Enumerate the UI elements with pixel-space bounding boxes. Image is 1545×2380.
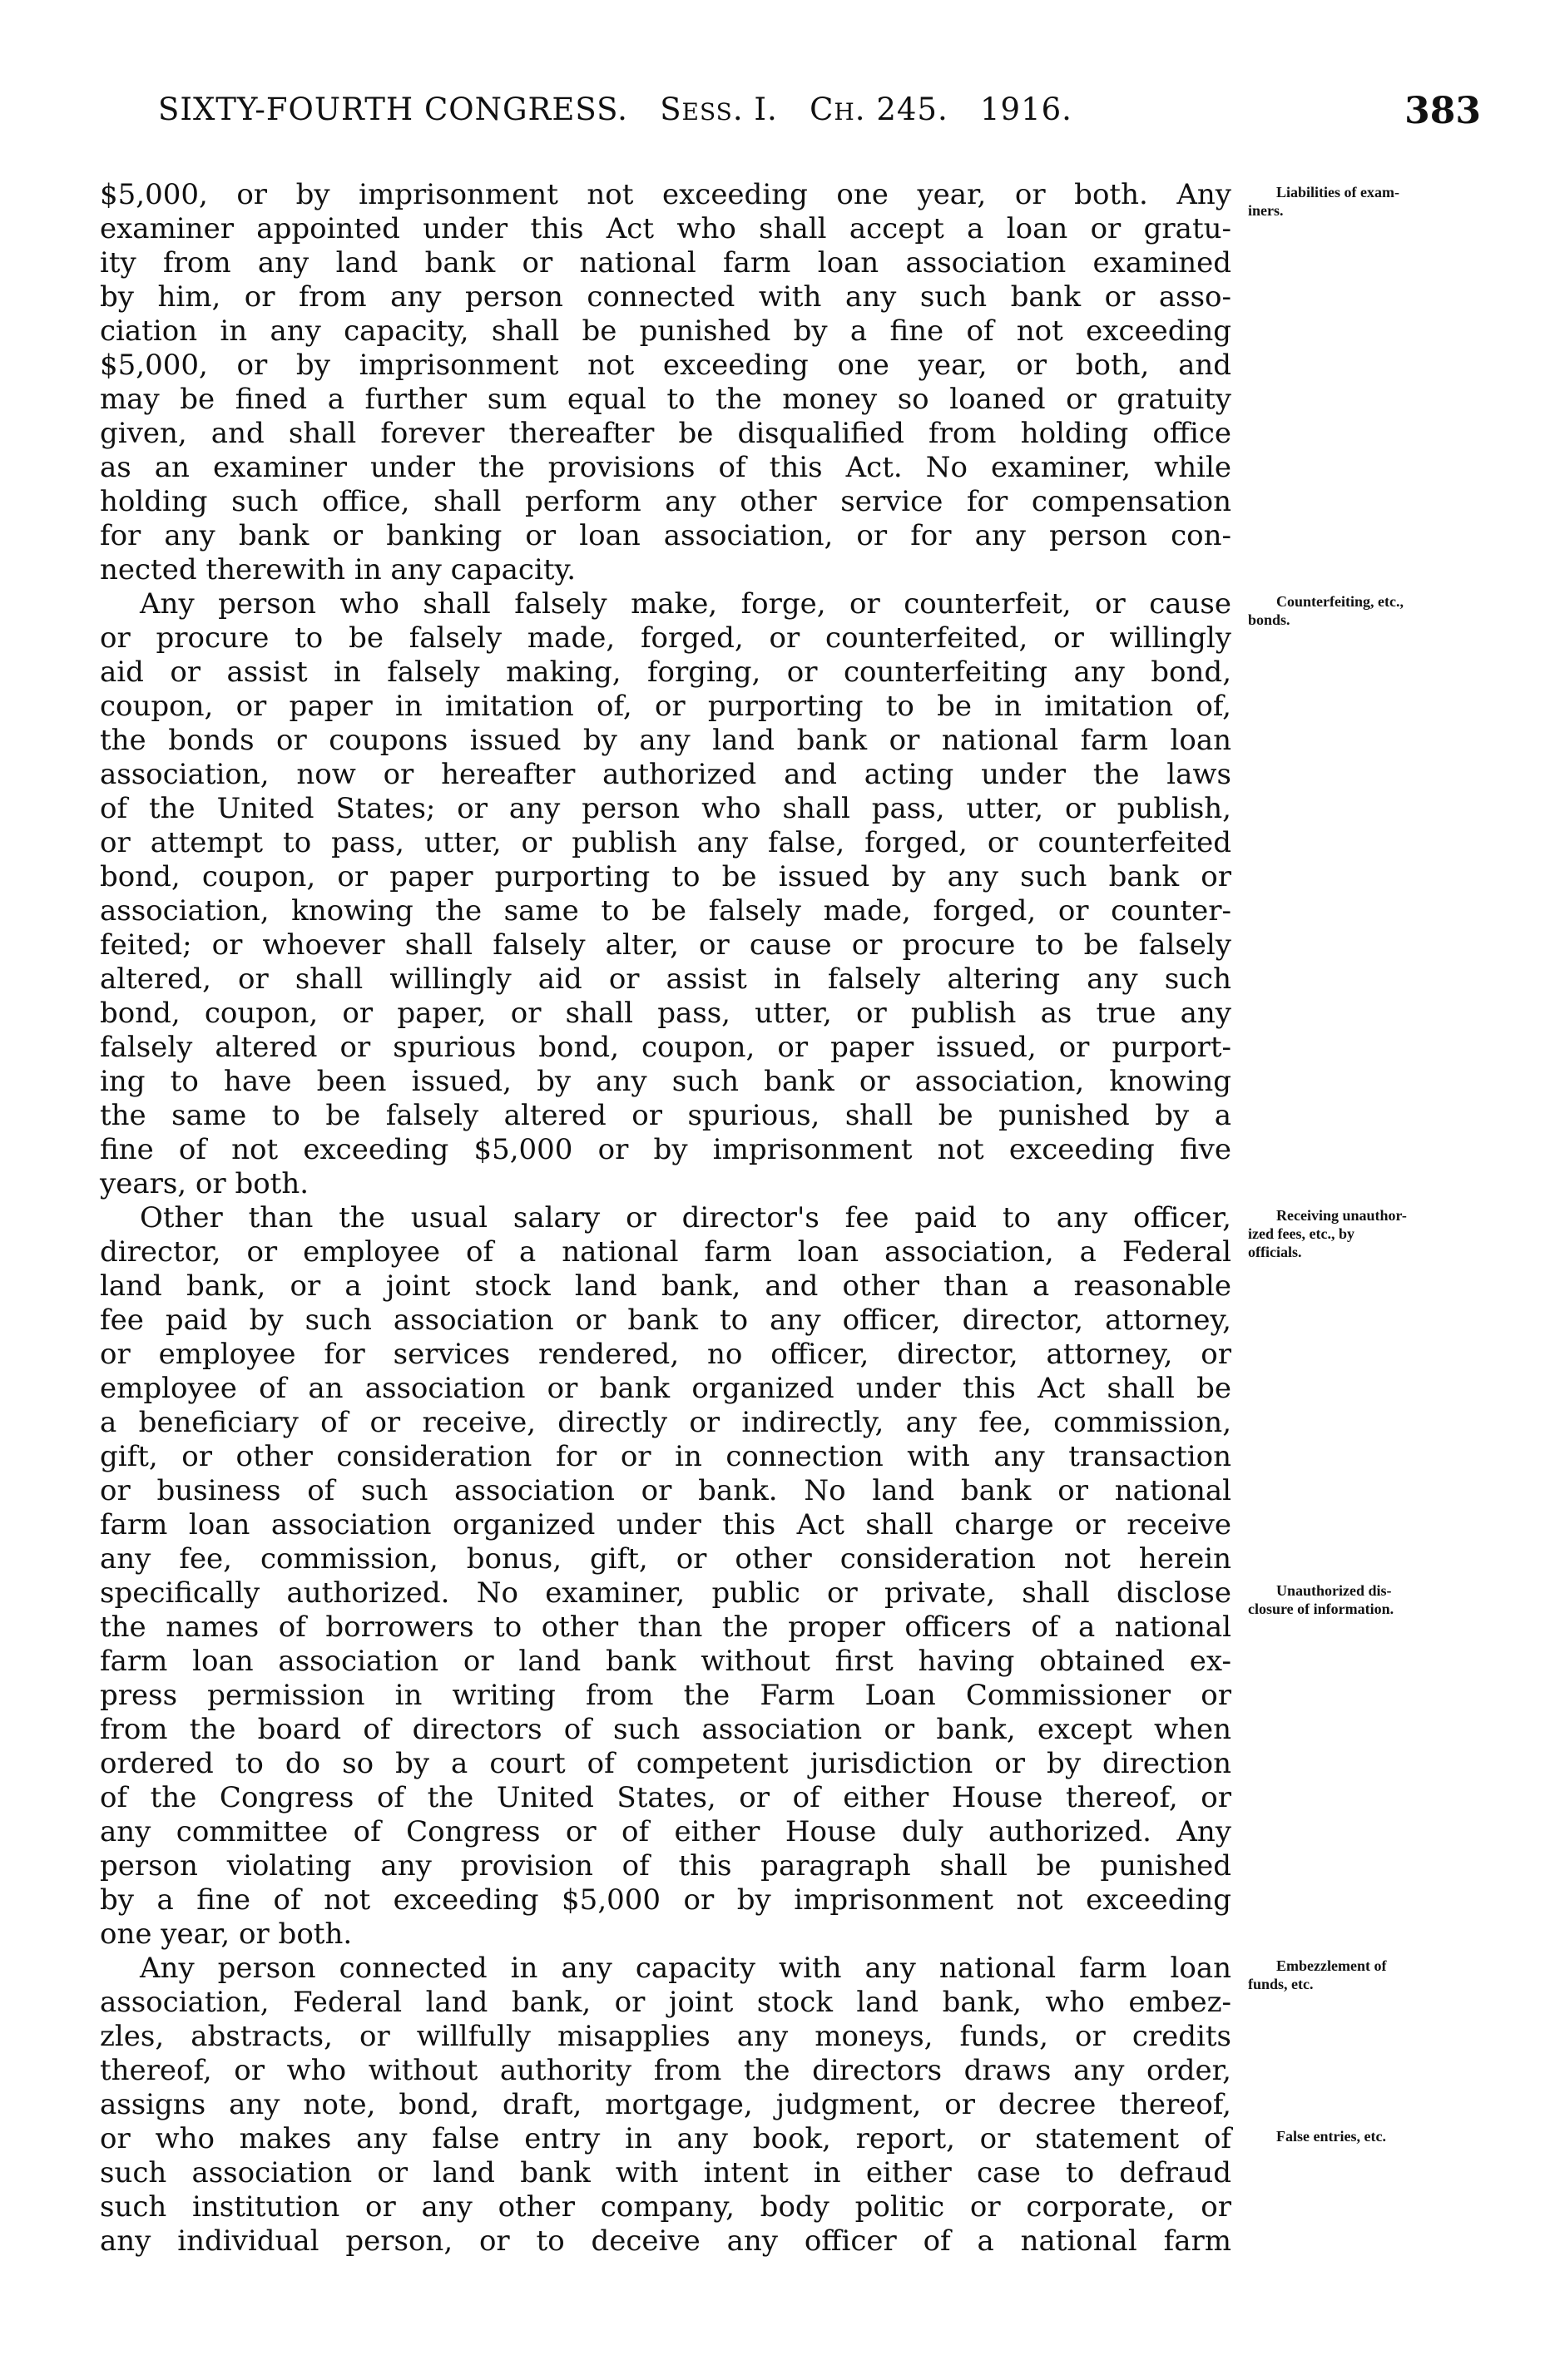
- text-line: the names of borrowers to other than the proper officers of a national: [100, 1611, 1231, 1644]
- year-label: 1916.: [980, 92, 1072, 127]
- text-line: gift, or other consideration for or in connection with any transaction: [100, 1440, 1231, 1473]
- text-line: such association or land bank with intent in either case to defraud: [100, 2156, 1231, 2190]
- statute-text: [100, 178, 1231, 2259]
- text-line: thereof, or who without authority from the directors draws any order,: [100, 2054, 1231, 2087]
- text-line: farm loan association or land bank without first having obtained ex-: [100, 1645, 1231, 1678]
- text-line: feited; or whoever shall falsely alter, or cause or procure to be falsely: [100, 928, 1231, 962]
- text-line: examiner appointed under this Act who shall accept a loan or gratu-: [100, 212, 1231, 245]
- session-label: SESS. I.: [660, 92, 778, 127]
- margin-note-line: Liabilities of exam-: [1276, 184, 1399, 200]
- margin-note: [1248, 183, 1498, 220]
- text-line: employee of an association or bank organized under this Act shall be: [100, 1372, 1231, 1405]
- margin-note: [1248, 1957, 1498, 1993]
- text-line: the bonds or coupons issued by any land bank or national farm loan: [100, 724, 1231, 757]
- text-line: the same to be falsely altered or spurious, shall be punished by a: [100, 1099, 1231, 1132]
- text-line: association, knowing the same to be falsely made, forged, or counter-: [100, 894, 1231, 928]
- text-line: or who makes any false entry in any book, report, or statement of: [100, 2122, 1231, 2155]
- margin-note: [1248, 592, 1498, 629]
- text-line: assigns any note, bond, draft, mortgage, judgment, or decree thereof,: [100, 2088, 1231, 2121]
- text-line: or business of such association or bank. No land bank or national: [100, 1474, 1231, 1507]
- text-line: altered, or shall willingly aid or assist in falsely altering any such: [100, 962, 1231, 996]
- text-line: by him, or from any person connected with any such bank or asso-: [100, 280, 1231, 314]
- text-line: farm loan association organized under this Act shall charge or receive: [100, 1508, 1231, 1541]
- margin-note-line: ized fees, etc., by: [1248, 1225, 1354, 1242]
- page-number: 383: [1404, 90, 1481, 132]
- congress-label: SIXTY-FOURTH CONGRESS.: [158, 92, 628, 127]
- text-line: any fee, commission, bonus, gift, or other consideration not herein: [100, 1542, 1231, 1576]
- text-line: Other than the usual salary or director's fee paid to any officer,: [140, 1201, 1231, 1235]
- text-line: of the Congress of the United States, or of either House thereof, or: [100, 1781, 1231, 1814]
- text-line: nected therewith in any capacity.: [100, 553, 577, 586]
- text-line: aid or assist in falsely making, forging, or counterfeiting any bond,: [100, 656, 1231, 689]
- text-line: press permission in writing from the Farm Loan Commissioner or: [100, 1679, 1231, 1712]
- text-line: bond, coupon, or paper purporting to be issued by any such bank or: [100, 860, 1231, 893]
- margin-note-line: bonds.: [1248, 611, 1290, 628]
- text-line: $5,000, or by imprisonment not exceeding one year, or both, and: [100, 349, 1231, 382]
- margin-note-line: closure of information.: [1248, 1601, 1394, 1617]
- text-line: director, or employee of a national farm loan association, a Federal: [100, 1235, 1231, 1269]
- chapter-label: CH. 245.: [810, 92, 948, 127]
- text-line: association, now or hereafter authorized and acting under the laws: [100, 758, 1231, 791]
- text-line: a beneficiary of or receive, directly or indirectly, any fee, commission,: [100, 1406, 1231, 1439]
- text-line: land bank, or a joint stock land bank, and other than a reasonable: [100, 1269, 1231, 1303]
- running-head-title: [158, 92, 1072, 127]
- margin-note-line: officials.: [1248, 1244, 1302, 1260]
- margin-note-line: funds, etc.: [1248, 1976, 1314, 1992]
- text-line: any individual person, or to deceive any officer of a national farm: [100, 2224, 1231, 2258]
- text-line: coupon, or paper in imitation of, or purporting to be in imitation of,: [100, 690, 1231, 723]
- text-line: or employee for services rendered, no officer, director, attorney, or: [100, 1338, 1231, 1371]
- text-line: or attempt to pass, utter, or publish any false, forged, or counterfeited: [100, 826, 1231, 859]
- margin-note-line: False entries, etc.: [1276, 2128, 1386, 2145]
- text-line: association, Federal land bank, or joint stock land bank, who embez-: [100, 1986, 1231, 2019]
- text-line: such institution or any other company, body politic or corporate, or: [100, 2190, 1231, 2224]
- margin-note: [1248, 2127, 1498, 2145]
- margin-note-line: Counterfeiting, etc.,: [1276, 593, 1404, 610]
- text-line: from the board of directors of such association or bank, except when: [100, 1713, 1231, 1746]
- text-line: by a fine of not exceeding $5,000 or by imprisonment not exceeding: [100, 1883, 1231, 1917]
- text-line: as an examiner under the provisions of this Act. No examiner, while: [100, 451, 1231, 484]
- text-line: person violating any provision of this paragraph shall be punished: [100, 1849, 1231, 1883]
- text-line: years, or both.: [100, 1167, 309, 1200]
- text-line: falsely altered or spurious bond, coupon, or paper issued, or purport-: [100, 1031, 1231, 1064]
- text-line: ordered to do so by a court of competent jurisdiction or by direction: [100, 1747, 1231, 1780]
- text-line: Any person connected in any capacity with any national farm loan: [140, 1952, 1231, 1985]
- text-line: Any person who shall falsely make, forge, or counterfeit, or cause: [140, 587, 1231, 621]
- margin-note-line: Unauthorized dis-: [1276, 1582, 1392, 1599]
- text-line: bond, coupon, or paper, or shall pass, utter, or publish as true any: [100, 997, 1231, 1030]
- text-line: specifically authorized. No examiner, public or private, shall disclose: [100, 1576, 1231, 1610]
- margin-note-line: iners.: [1248, 202, 1284, 219]
- text-line: any committee of Congress or of either House duly authorized. Any: [100, 1815, 1231, 1848]
- margin-note: [1248, 1581, 1498, 1618]
- text-line: may be fined a further sum equal to the money so loaned or gratuity: [100, 383, 1231, 416]
- text-line: for any bank or banking or loan association, or for any person con-: [100, 519, 1231, 552]
- margin-note-line: Embezzlement of: [1276, 1957, 1387, 1974]
- margin-note: [1248, 1206, 1498, 1261]
- text-line: of the United States; or any person who shall pass, utter, or publish,: [100, 792, 1231, 825]
- text-line: ciation in any capacity, shall be punished by a fine of not exceeding: [100, 314, 1231, 348]
- margin-note-line: Receiving unauthor-: [1276, 1207, 1407, 1224]
- text-line: holding such office, shall perform any other service for compensation: [100, 485, 1231, 518]
- text-line: zles, abstracts, or willfully misapplies any moneys, funds, or credits: [100, 2020, 1231, 2053]
- text-line: $5,000, or by imprisonment not exceeding one year, or both. Any: [100, 178, 1231, 211]
- text-line: fee paid by such association or bank to any officer, director, attorney,: [100, 1304, 1231, 1337]
- text-line: one year, or both.: [100, 1917, 353, 1951]
- text-line: given, and shall forever thereafter be disqualified from holding office: [100, 417, 1231, 450]
- text-line: ity from any land bank or national farm loan association examined: [100, 246, 1231, 280]
- text-line: or procure to be falsely made, forged, or counterfeited, or willingly: [100, 621, 1231, 655]
- text-line: ing to have been issued, by any such bank or association, knowing: [100, 1065, 1231, 1098]
- text-line: fine of not exceeding $5,000 or by imprisonment not exceeding five: [100, 1133, 1231, 1166]
- running-header: [158, 92, 1481, 133]
